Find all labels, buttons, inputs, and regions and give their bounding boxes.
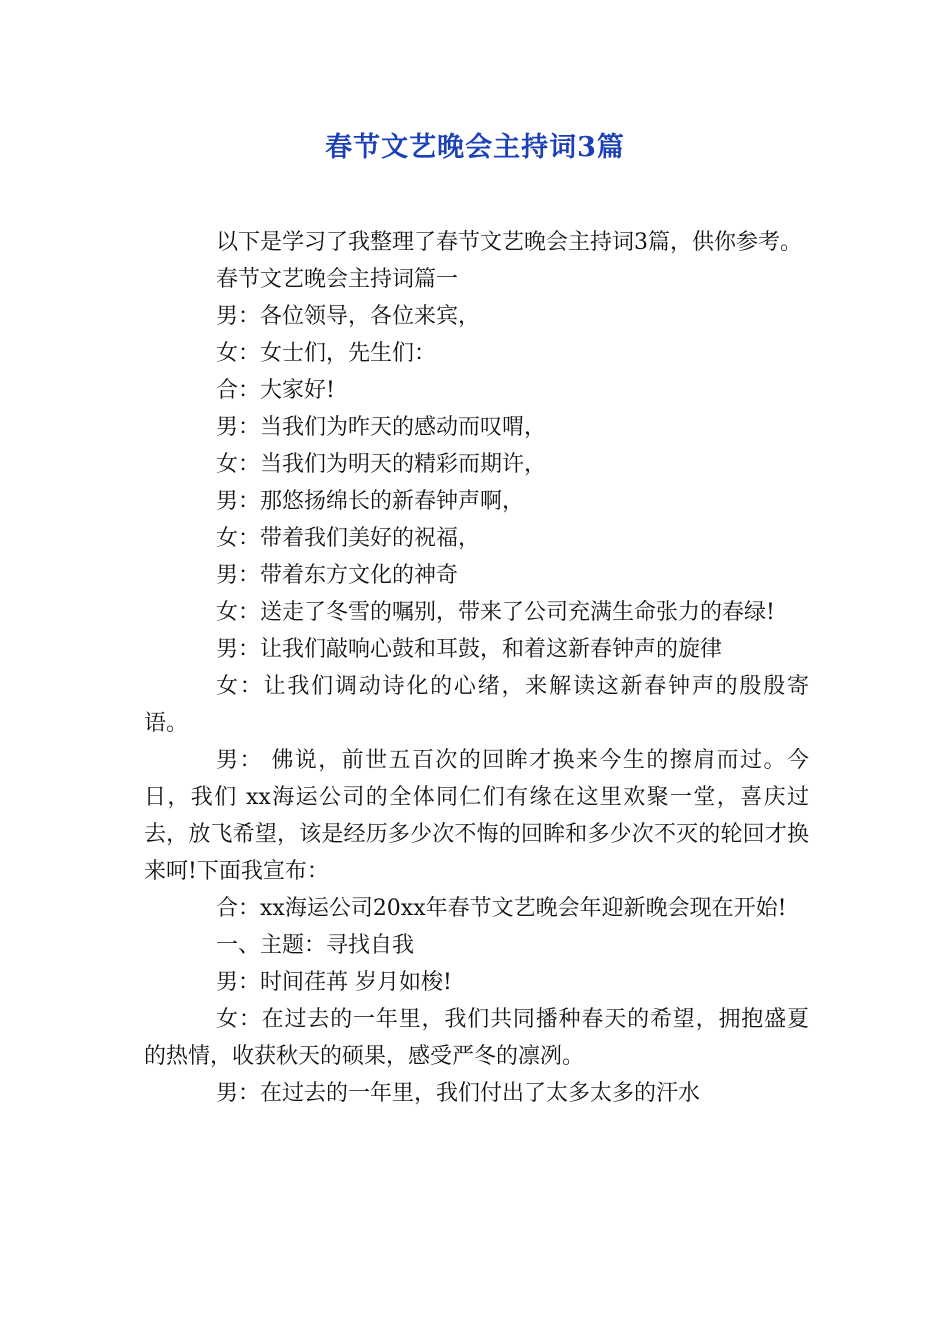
paragraph: 男：让我们敲响心鼓和耳鼓，和着这新春钟声的旋律	[216, 637, 723, 662]
section-heading: 春节文艺晚会主持词篇一	[216, 267, 459, 292]
document-title: 春节文艺晚会主持词3篇	[325, 132, 625, 163]
paragraph: 女：在过去的一年里，我们共同播种春天的希望，拥抱盛夏的热情，收获秋天的硕果，感受严冬的凛冽。	[144, 1007, 809, 1069]
paragraph: 合：xx海运公司20xx年春节文艺晚会年迎新晚会现在开始!	[216, 896, 787, 921]
paragraph: 男：当我们为昨天的感动而叹喟，	[216, 415, 547, 440]
section-heading: 一、主题：寻找自我	[216, 933, 415, 958]
paragraph: 女：带着我们美好的祝福，	[216, 526, 481, 551]
paragraph: 男：那悠扬绵长的新春钟声啊，	[216, 489, 525, 514]
paragraph: 女：送走了冬雪的嘱别，带来了公司充满生命张力的春绿!	[216, 600, 775, 625]
paragraph: 女：让我们调动诗化的心绪，来解读这新春钟声的殷殷寄语。	[144, 674, 809, 736]
document-body	[144, 224, 809, 1112]
paragraph: 男：时间荏苒 岁月如梭!	[216, 970, 452, 995]
paragraph: 女：女士们，先生们：	[216, 341, 437, 366]
paragraph: 以下是学习了我整理了春节文艺晚会主持词3篇，供你参考。	[216, 230, 802, 255]
paragraph: 男：带着东方文化的神奇	[216, 563, 459, 588]
paragraph: 合：大家好!	[216, 378, 335, 403]
paragraph: 男：各位领导，各位来宾，	[216, 304, 481, 329]
paragraph: 男：在过去的一年里，我们付出了太多太多的汗水	[216, 1081, 701, 1106]
paragraph: 男： 佛说，前世五百次的回眸才换来今生的擦肩而过。今日，我们 xx海运公司的全体同仁们有缘在这里欢聚一堂，喜庆过去，放飞希望，该是经历多少次不悔的回眸和多少次不灭的轮回才换来呵!下面我宣布：	[144, 748, 809, 884]
paragraph: 女：当我们为明天的精彩而期许，	[216, 452, 547, 477]
